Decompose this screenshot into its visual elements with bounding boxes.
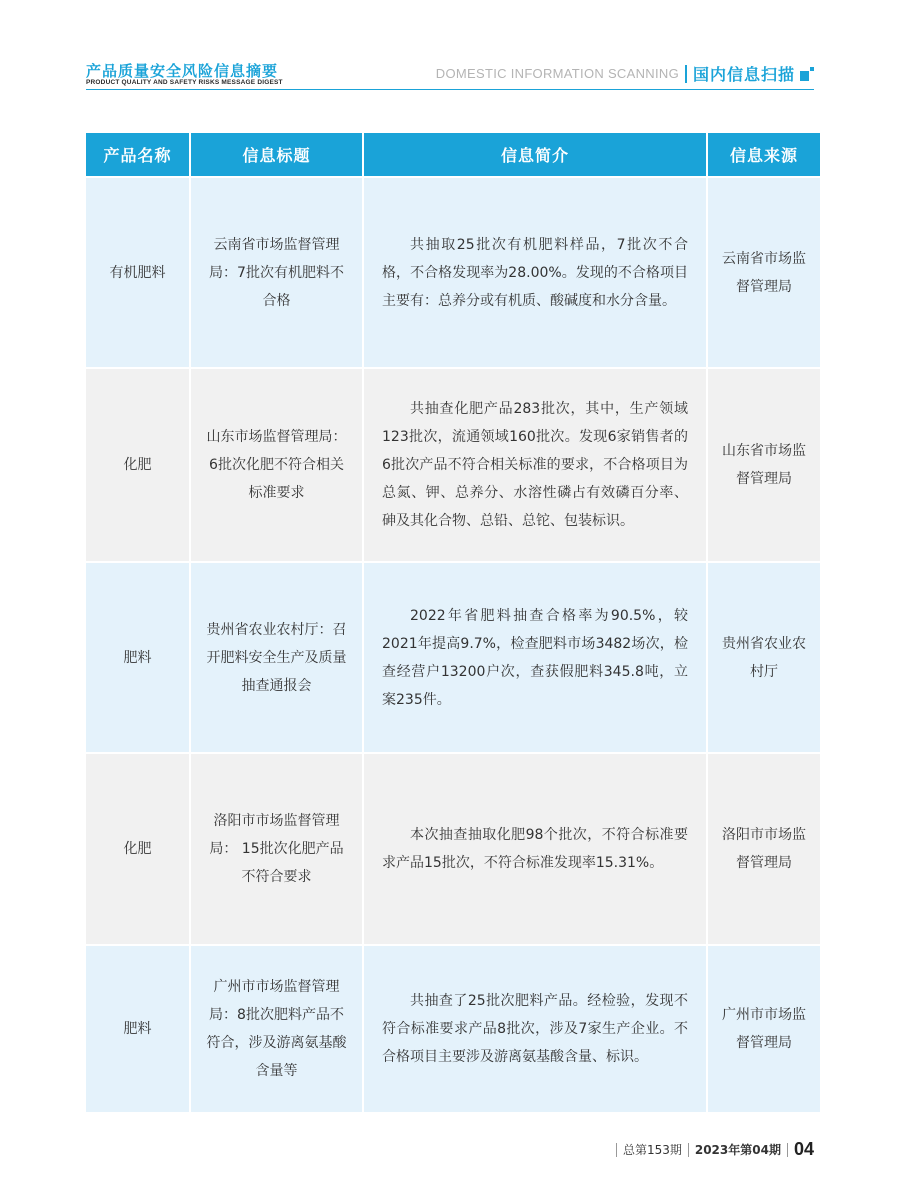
header-product-name: 产品名称 (86, 133, 189, 176)
cell-product: 化肥 (86, 754, 189, 944)
cell-product: 肥料 (86, 563, 189, 752)
cell-source: 贵州省农业农村厅 (708, 563, 820, 752)
cell-title: 云南省市场监督管理局：7批次有机肥料不合格 (191, 178, 362, 367)
cell-product: 化肥 (86, 369, 189, 561)
table-header-row (86, 133, 820, 176)
info-table (84, 133, 822, 1112)
header-info-title: 信息标题 (191, 133, 362, 176)
cell-summary: 本次抽查抽取化肥98个批次，不符合标准要求产品15批次，不符合标准发现率15.31%。 (364, 754, 706, 944)
section-title-cn: 国内信息扫描 (692, 65, 795, 84)
cell-product: 有机肥料 (86, 178, 189, 367)
table-row (86, 178, 820, 367)
footer-divider (787, 1143, 788, 1157)
table-row (86, 754, 820, 944)
cell-title: 贵州省农业农村厅：召开肥料安全生产及质量抽查通报会 (191, 563, 362, 752)
cell-summary: 共抽查化肥产品283批次，其中，生产领域123批次，流通领域160批次。发现6家销售者的6批次产品不符合相关标准的要求，不合格项目为总氮、钾、总养分、水溶性磷占有效磷百分率、砷及其化合物、总铅、总铊、包装标识。 (364, 369, 706, 561)
cell-title: 广州市市场监督管理局：8批次肥料产品不符合，涉及游离氨基酸含量等 (191, 946, 362, 1112)
header-info-source: 信息来源 (708, 133, 820, 176)
cell-title: 洛阳市市场监督管理局： 15批次化肥产品不符合要求 (191, 754, 362, 944)
table-row (86, 946, 820, 1112)
cell-summary: 共抽取25批次有机肥料样品，7批次不合格，不合格发现率为28.00%。发现的不合格项目主要有：总养分或有机质、酸碱度和水分含量。 (364, 178, 706, 367)
section-title-en: DOMESTIC INFORMATION SCANNING (435, 66, 679, 81)
cell-source: 云南省市场监督管理局 (708, 178, 820, 367)
cell-summary: 共抽查了25批次肥料产品。经检验，发现不符合标准要求产品8批次，涉及7家生产企业。不合格项目主要涉及游离氨基酸含量、标识。 (364, 946, 706, 1112)
table-row (86, 563, 820, 752)
cell-summary: 2022年省肥料抽查合格率为90.5%，较2021年提高9.7%，检查肥料市场3482场次，检查经营户13200户次，查获假肥料345.8吨，立案235件。 (364, 563, 706, 752)
header-divider (685, 65, 687, 83)
page-header (86, 56, 814, 92)
page-number: 04 (793, 1139, 814, 1159)
footer-divider (688, 1143, 689, 1157)
cell-source: 广州市市场监督管理局 (708, 946, 820, 1112)
table-row (86, 369, 820, 561)
footer-divider (616, 1143, 617, 1157)
cell-title: 山东市场监督管理局：6批次化肥不符合相关标准要求 (191, 369, 362, 561)
cell-source: 洛阳市市场监督管理局 (708, 754, 820, 944)
brand-title-en: PRODUCT QUALITY AND SAFETY RISKS MESSAGE DIGEST (86, 79, 283, 86)
brand-title-cn: 产品质量安全风险信息摘要 (86, 62, 279, 80)
issue-year: 2023年第04期 (694, 1143, 781, 1157)
header-info-summary: 信息简介 (364, 133, 706, 176)
page-footer (610, 1139, 814, 1160)
cell-product: 肥料 (86, 946, 189, 1112)
issue-total: 总第153期 (622, 1143, 682, 1157)
section-label (436, 62, 814, 85)
header-rule (86, 89, 814, 90)
cell-source: 山东省市场监督管理局 (708, 369, 820, 561)
corner-square-icon (800, 67, 814, 81)
